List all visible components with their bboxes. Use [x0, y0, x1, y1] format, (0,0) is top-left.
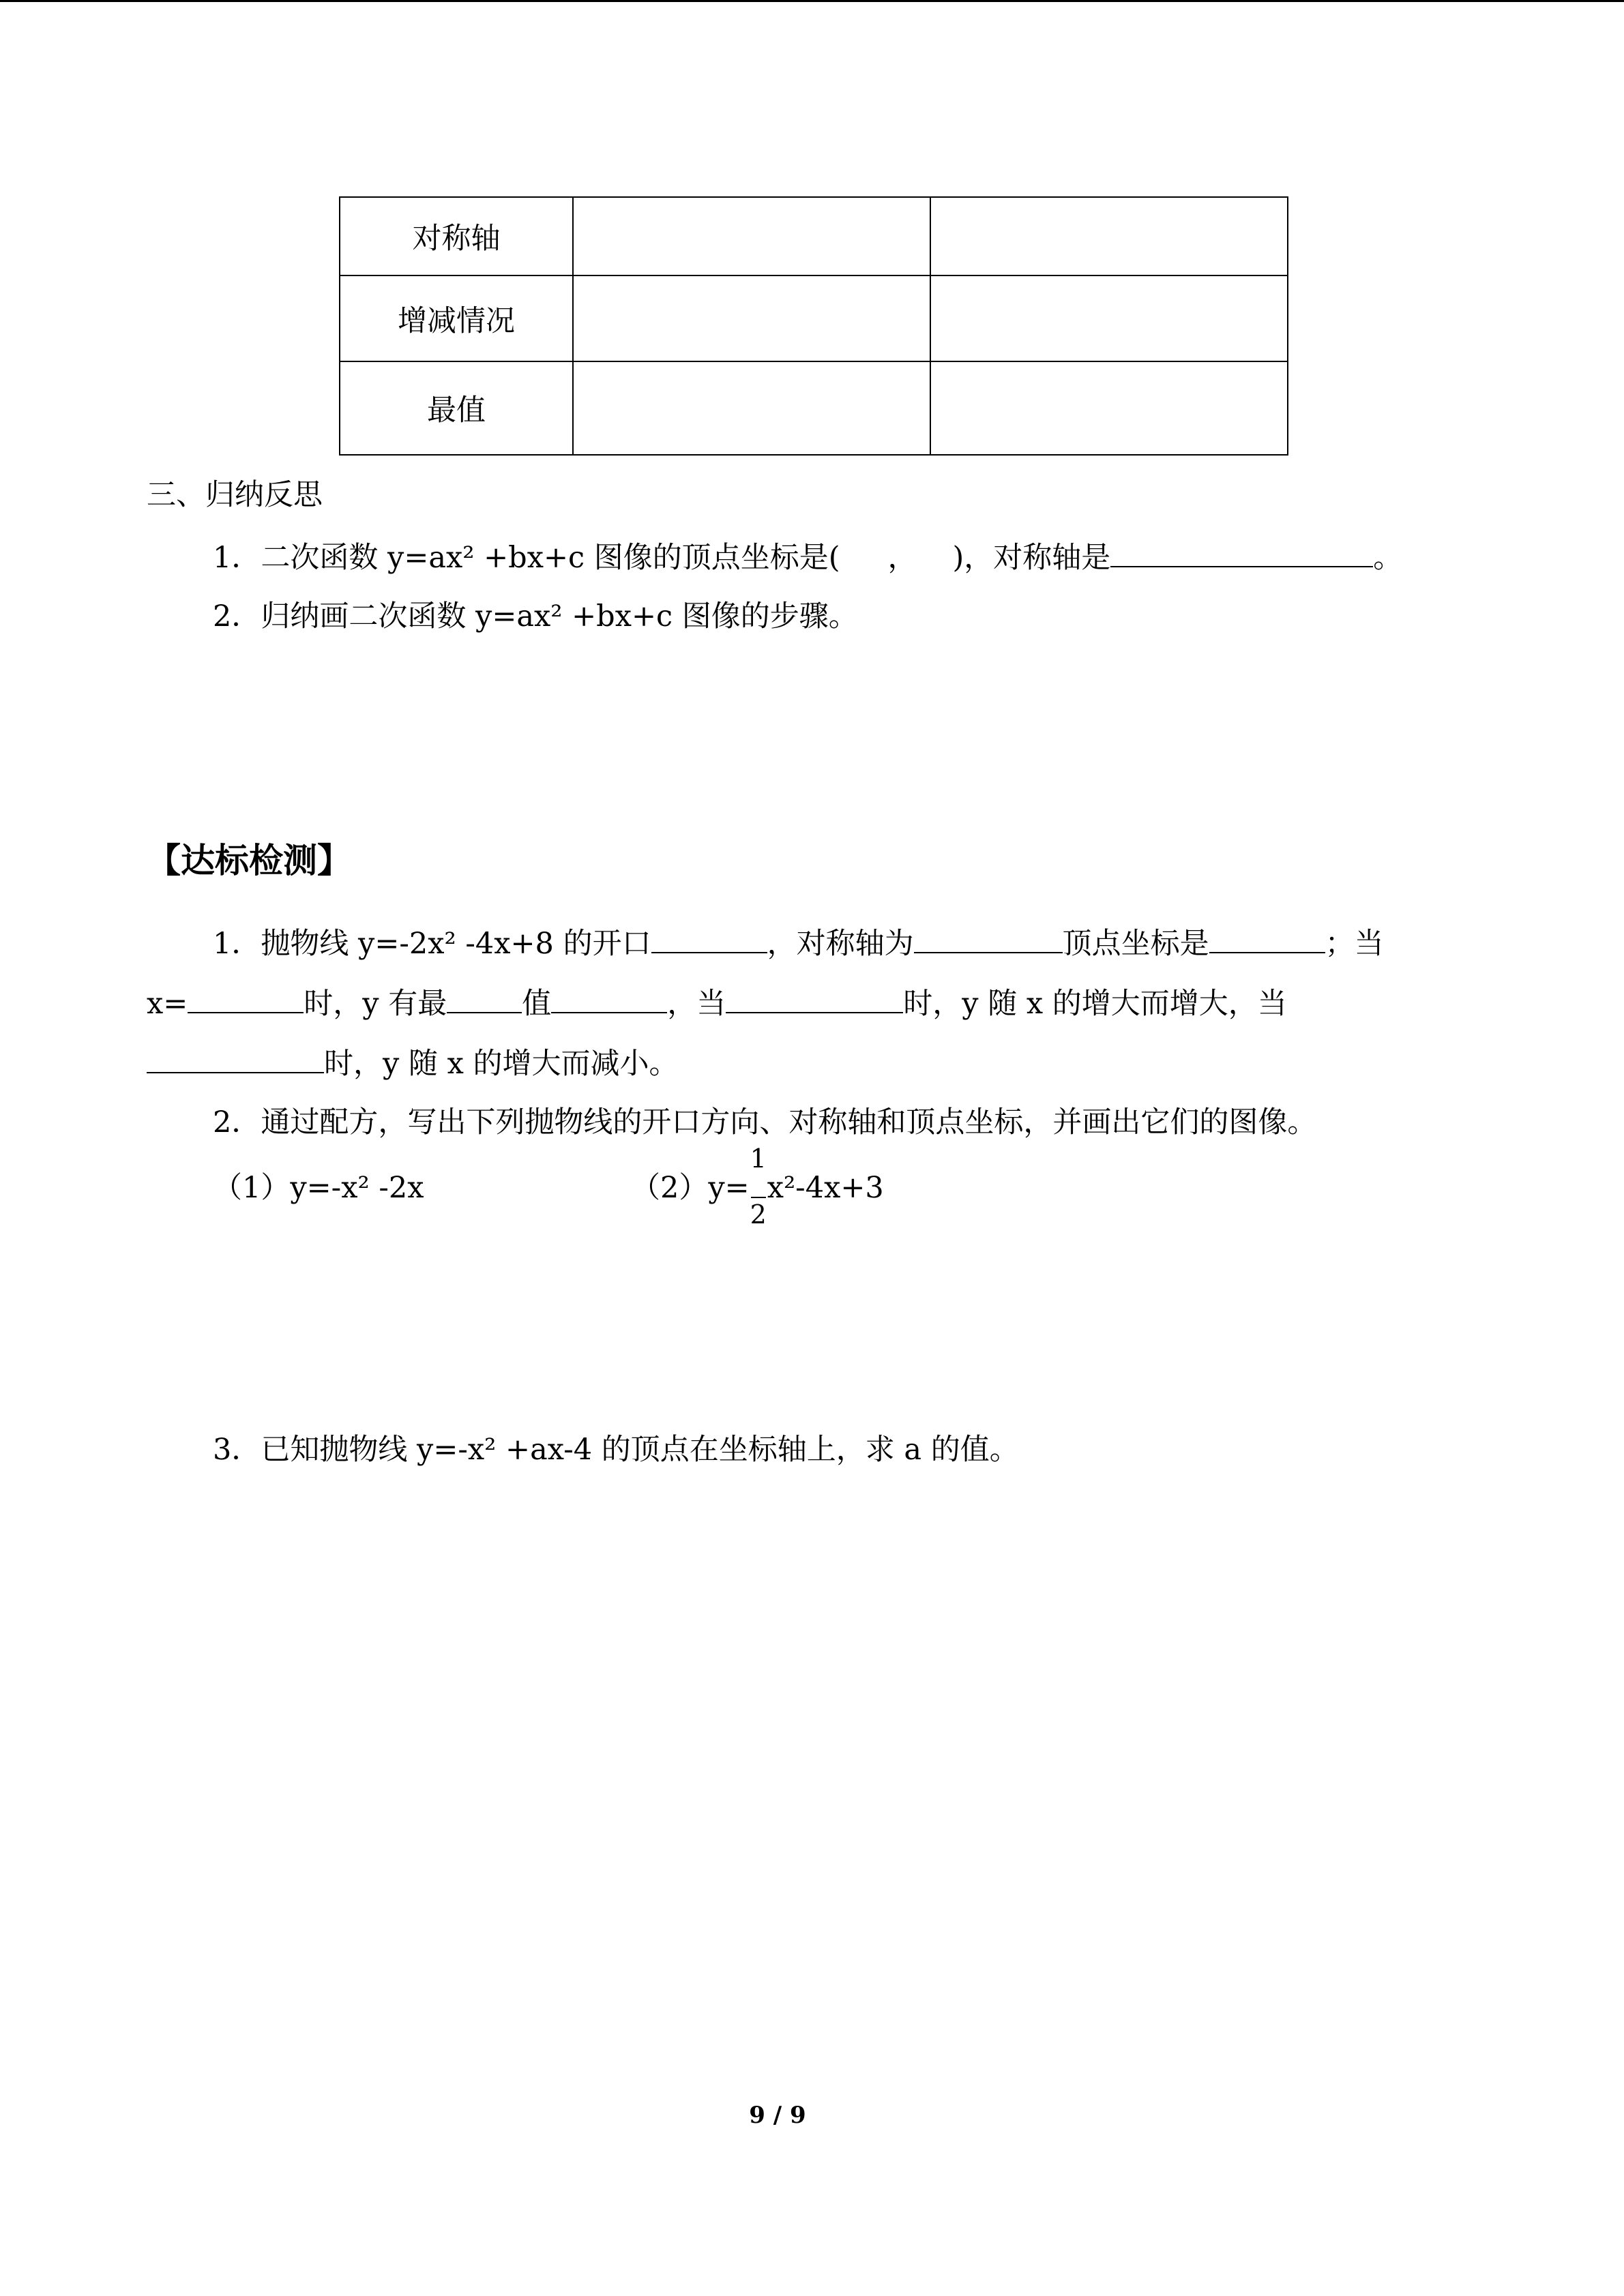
answer-blank	[447, 985, 522, 1013]
test-q1-text: 值	[522, 987, 552, 1021]
top-border-line	[0, 0, 1624, 2]
table-cell	[930, 197, 1288, 275]
answer-blank	[1209, 925, 1325, 953]
table-row	[340, 275, 1288, 361]
table-row	[340, 361, 1288, 455]
table-row	[340, 197, 1288, 275]
test-q1-text: 1．抛物线 y=-2x² -4x+8 的开口	[213, 927, 651, 961]
test-q1-text: 顶点坐标是	[1062, 927, 1209, 961]
table-cell	[573, 197, 930, 275]
page-number: 9 / 9	[749, 2102, 806, 2129]
test-q1-text: ，当	[667, 987, 726, 1021]
section-title-reflect: 三、归纳反思	[147, 478, 323, 512]
answer-blank	[651, 925, 767, 953]
row-label-axis: 对称轴	[340, 197, 573, 275]
table-cell	[930, 361, 1288, 455]
test-question-1-line-2	[147, 985, 1287, 1022]
section-title-test: 【达标检测】	[147, 841, 351, 880]
answer-blank	[147, 1045, 324, 1073]
reflect-q1-comma: ，	[887, 541, 917, 575]
answer-blank	[726, 985, 903, 1013]
test-q1-text: ，对称轴为	[767, 927, 914, 961]
test-question-2-stem: 2．通过配方，写出下列抛物线的开口方向、对称轴和顶点坐标，并画出它们的图像。	[213, 1105, 1317, 1139]
test-question-1-line-1	[213, 925, 1384, 961]
properties-table	[339, 196, 1288, 456]
table-cell	[573, 361, 930, 455]
test-q1-text: ；当	[1325, 927, 1384, 961]
reflect-q1-prefix: 1．二次函数 y=ax² +bx+c 图像的顶点坐标是(	[213, 541, 840, 575]
answer-blank	[914, 925, 1063, 953]
fraction-one-half	[750, 1144, 767, 1229]
row-label-extremum: 最值	[340, 361, 573, 455]
fraction-denominator: 2	[750, 1199, 767, 1229]
test-question-3: 3．已知抛物线 y=-x² +ax-4 的顶点在坐标轴上，求 a 的值。	[213, 1433, 1019, 1467]
test-q1-text: 时，y 随 x 的增大而增大，当	[903, 987, 1287, 1021]
sub2-suffix: x²-4x+3	[767, 1171, 884, 1205]
fraction-numerator: 1	[750, 1144, 767, 1174]
reflect-question-2: 2．归纳画二次函数 y=ax² +bx+c 图像的步骤。	[213, 599, 858, 633]
test-q1-text: 时，y 有最	[304, 987, 447, 1021]
row-label-monotonicity: 增减情况	[340, 275, 573, 361]
answer-blank	[551, 985, 667, 1013]
test-q1-text: x=	[147, 987, 188, 1021]
sub2-prefix: （2）y=	[631, 1171, 750, 1205]
table-cell	[930, 275, 1288, 361]
test-question-2-sub-1: （1）y=-x² -2x	[213, 1171, 424, 1205]
reflect-question-1	[213, 539, 1402, 576]
fraction-bar	[751, 1197, 766, 1198]
answer-blank	[1110, 539, 1373, 567]
test-q1-text: 时，y 随 x 的增大而减小。	[324, 1047, 679, 1081]
test-question-2-sub-2	[631, 1144, 884, 1229]
answer-blank	[188, 985, 304, 1013]
table-cell	[573, 275, 930, 361]
reflect-q1-close: )，对称轴是	[952, 541, 1111, 575]
test-question-1-line-3	[147, 1045, 679, 1082]
reflect-q1-end: 。	[1373, 541, 1403, 575]
